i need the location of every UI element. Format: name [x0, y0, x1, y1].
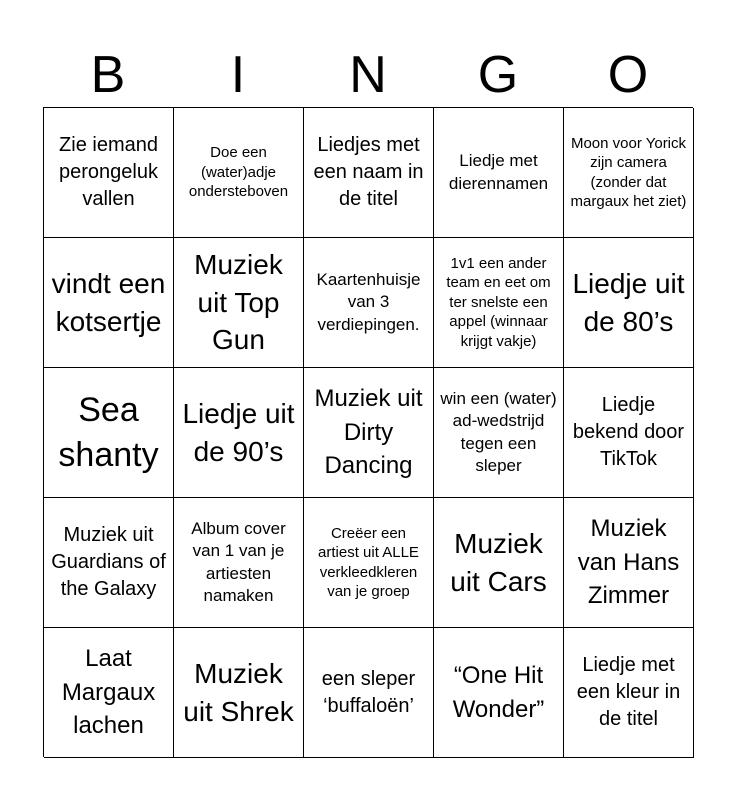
bingo-cell[interactable] [44, 498, 174, 628]
header-letter-n: N [349, 46, 387, 104]
cell-text: Muziek uit Top Gun [194, 248, 283, 356]
bingo-cell[interactable] [44, 108, 174, 238]
cell-text: vindt een kotsertje [51, 267, 166, 337]
cell-text: Muziek van Hans Zimmer [577, 515, 680, 610]
cell-text: Muziek uit Dirty Dancing [314, 385, 423, 480]
cell-text: Liedje met een kleur in de titel [576, 654, 681, 730]
cell-text: Creëer een artiest uit ALLE verkleedkleren van je groep [318, 524, 419, 600]
bingo-cell[interactable] [44, 238, 174, 368]
bingo-cell[interactable] [304, 368, 434, 498]
cell-text: 1v1 een ander team en eet om ter snelste een appel (winnaar krijgt vakje) [446, 254, 551, 350]
bingo-cell[interactable] [174, 628, 304, 758]
bingo-cell[interactable] [434, 628, 564, 758]
bingo-cell[interactable] [174, 498, 304, 628]
cell-text: Liedje uit de 80’s [572, 267, 685, 337]
header-letter-b: B [90, 46, 126, 104]
cell-text: “One Hit Wonder” [452, 661, 545, 723]
cell-text: Moon voor Yorick zijn camera (zonder dat margaux het ziet) [570, 134, 687, 210]
bingo-cell[interactable] [44, 628, 174, 758]
cell-text: Liedje uit de 90’s [182, 397, 295, 467]
bingo-cell[interactable] [304, 628, 434, 758]
bingo-cell[interactable] [434, 238, 564, 368]
cell-text: Doe een (water)adje ondersteboven [188, 144, 289, 201]
bingo-cell[interactable] [564, 498, 694, 628]
header-letter-i: I [230, 46, 246, 104]
bingo-cell[interactable] [564, 368, 694, 498]
bingo-header [43, 44, 693, 106]
bingo-cell[interactable] [564, 108, 694, 238]
header-letter-o: O [607, 46, 649, 104]
bingo-cell[interactable] [174, 108, 304, 238]
cell-text: Muziek uit Shrek [183, 657, 294, 727]
cell-text: een sleper ‘buffaloën’ [321, 667, 416, 717]
bingo-cell[interactable] [564, 628, 694, 758]
bingo-board [43, 107, 693, 757]
cell-text: win een (water) ad-wedstrijd tegen een sleper [440, 389, 557, 475]
cell-text: Liedje met dierennamen [448, 151, 549, 193]
bingo-cell[interactable] [44, 368, 174, 498]
bingo-cell[interactable] [304, 108, 434, 238]
bingo-cell[interactable] [434, 368, 564, 498]
bingo-cell[interactable] [434, 498, 564, 628]
bingo-cell[interactable] [304, 498, 434, 628]
cell-text: Muziek uit Guardians of the Galaxy [51, 524, 166, 600]
cell-text: Laat Margaux lachen [61, 645, 156, 740]
bingo-cell[interactable] [174, 368, 304, 498]
cell-text: Muziek uit Cars [450, 527, 547, 597]
cell-text: Kaartenhuisje van 3 verdiepingen. [316, 270, 421, 334]
bingo-cell[interactable] [304, 238, 434, 368]
cell-text: Album cover van 1 van je artiesten namaken [191, 519, 286, 605]
bingo-cell[interactable] [174, 238, 304, 368]
bingo-cell[interactable] [564, 238, 694, 368]
cell-text: Zie iemand perongeluk vallen [59, 134, 158, 210]
bingo-cell[interactable] [434, 108, 564, 238]
header-letter-g: G [477, 46, 519, 104]
cell-text: Sea shanty [58, 390, 159, 474]
cell-text: Liedjes met een naam in de titel [313, 134, 424, 210]
cell-text: Liedje bekend door TikTok [572, 394, 685, 470]
